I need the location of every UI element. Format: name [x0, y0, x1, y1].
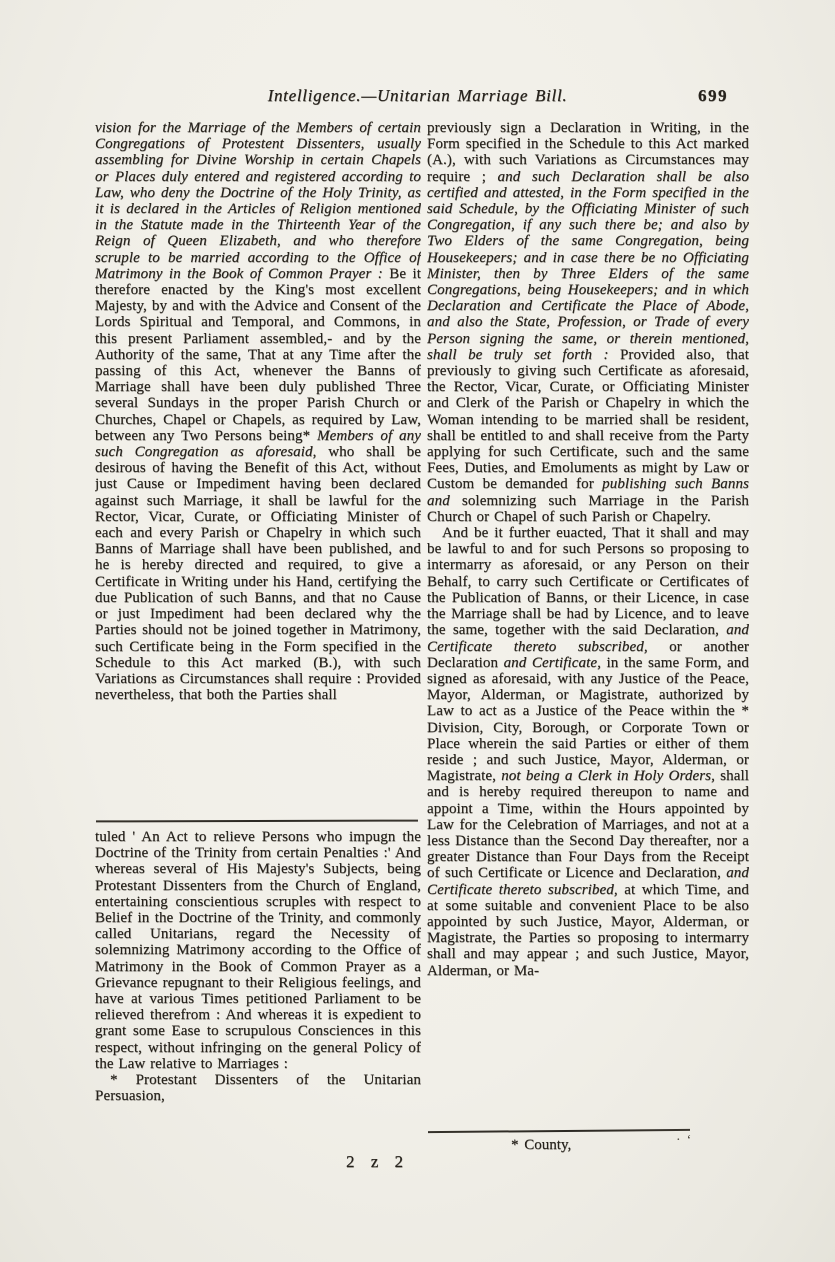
footnote-asterisk-note: * Protestant Dissenters of the Unitarian Persuasion,: [95, 1072, 421, 1105]
right-column-paragraph-1: previously sign a Declaration in Writing, in the Form specified in the Schedule to this Act marked (A.), with such Variations as Circumstances may require ; and such Declaration shall be also certified and attested, in the Form specified in the said Schedule, by the Officiating Minister of such Congregation, if any such there be; and also by Two Elders of the same Congregation, being Housekeepers; and in case there be no Officiating Minister, then by Three Elders of the same Congregations, being Housekeepers; and in which Declaration and Certificate the Place of Abode, and also the State, Profession, or Trade of every Person signing the same, or therein mentioned, shall be truly set forth : Provided also, that previously to giving such Certificate as aforesaid, the Rector, Vicar, Curate, or Officiating Minister and Clerk of the Parish or Chapelry in which the Woman intending to be married shall be resident, shall be entitled to and shall receive from the Party applying for such Certificate, such and the same Fees, Duties, and Emoluments as might by Law or Custom be demanded for publishing such Banns and solemnizing such Marriage in the Parish Church or Chapel of such Parish or Chapelry.: [427, 120, 749, 525]
left-column-body-text: vision for the Marriage of the Members of certain Congregations of Protestent Dissenters, usually assembling for Divine Worship in certain Chapels or Places duly entered and registered according to Law, who deny the Doctrine of the Holy Trinity, as it is declared in the Articles of Religion mentioned in the Statute made in the Thirteenth Year of the Reign of Queen Elizabeth, and who therefore scruple to be married according to the Office of Matrimony in the Book of Common Prayer : Be it therefore enacted by the King's most excellent Majesty, by and with the Advice and Consent of the Lords Spiritual and Temporal, and Commons, in this present Parliament assembled,- and by the Authority of the same, That at any Time after the passing of this Act, whenever the Banns of Marriage shall have been duly published Three several Sundays in the proper Parish Church or Churches, Chapel or Chapels, as required by Law, between any Two Persons being* Members of any such Congregation as aforesaid, who shall be desirous of having the Benefit of this Act, without just Cause or Impediment having been declared against such Marriage, it shall be lawful for the Rector, Vicar, Curate, or Officiating Minister of each and every Parish or Chapelry in which such Banns of Marriage shall have been published, and he is hereby directed and required, to give a Certificate in Writing under his Hand, certifying the due Publication of such Banns, and that no Cause or just Impediment had been declared why the Parties should not be joined together in Matrimony, such Certificate being in the Form specified in the Schedule to this Act marked (B.), with such Variations as Circumstances shall require : Provided nevertheless, that both the Parties shall: [95, 120, 421, 704]
printer-signature-mark: 2 z 2: [346, 1152, 410, 1171]
footnote-continuation-text: tuled ' An Act to relieve Persons who impugn the Doctrine of the Trinity from certain Penalties :' And whereas several of His Majesty's Subjects, being Protestant Dissenters from the Church of England, entertaining conscientious scruples with respect to Belief in the Doctrine of the Trinity, and commonly called Unitarians, regard the Necessity of solemnizing Matrimony according to the Office of Matrimony in the Book of Common Prayer as a Grievance repugnant to their Religious feelings, and have at various Times petitioned Parliament to be relieved therefrom : And whereas it is expedient to grant some Ease to scrupulous Consciences in this respect, without infringing on the general Policy of the Law relative to Marriages :: [95, 829, 421, 1072]
county-footnote: * County,: [511, 1137, 572, 1153]
page-number: 699: [698, 86, 728, 105]
left-column-footnote: [95, 829, 421, 1163]
running-header-title: Intelligence.—Unitarian Marriage Bill.: [267, 86, 568, 105]
right-column-paragraph-2: And be it further euacted, That it shall and may be lawful to and for such Persons so proposing to intermarry as aforesaid, or any Person on their Behalf, to carry such Certificate or Certificates of the Publication of Banns, or their Licence, in case the Marriage shall be had by Licence, and to leave the same, together with the said Declaration, and Certificate thereto subscribed, or another Declaration and Certificate, in the same Form, and signed as aforesaid, with any Justice of the Peace, Mayor, Alderman, or Magistrate, authorized by Law to act as a Justice of the Peace within the * Division, City, Borough, or Corporate Town or Place wherein the said Parties or either of them reside ; and such Justice, Mayor, Alderman, or Magistrate, not being a Clerk in Holy Orders, shall and is hereby required thereupon to name and appoint a Time, within the Hours appointed by Law for the Celebration of Marriages, and not at a less Distance than the Second Day thereafter, nor a greater Distance than Four Days from the Receipt of such Certificate or Licence and Declaration, and Certificate thereto subscribed, at which Time, and at some suitable and convenient Place to be also appointed by such Justice, Mayor, Alderman, or Magistrate, the Parties so proposing to intermarry shall and may appear ; and such Justice, Mayor, Alderman, or Ma-: [427, 525, 749, 979]
scan-ink-speck: ·‘: [676, 1133, 698, 1148]
left-column: [95, 120, 421, 821]
right-column: [427, 120, 749, 1130]
footnote-separator-rule-left: [96, 820, 418, 823]
